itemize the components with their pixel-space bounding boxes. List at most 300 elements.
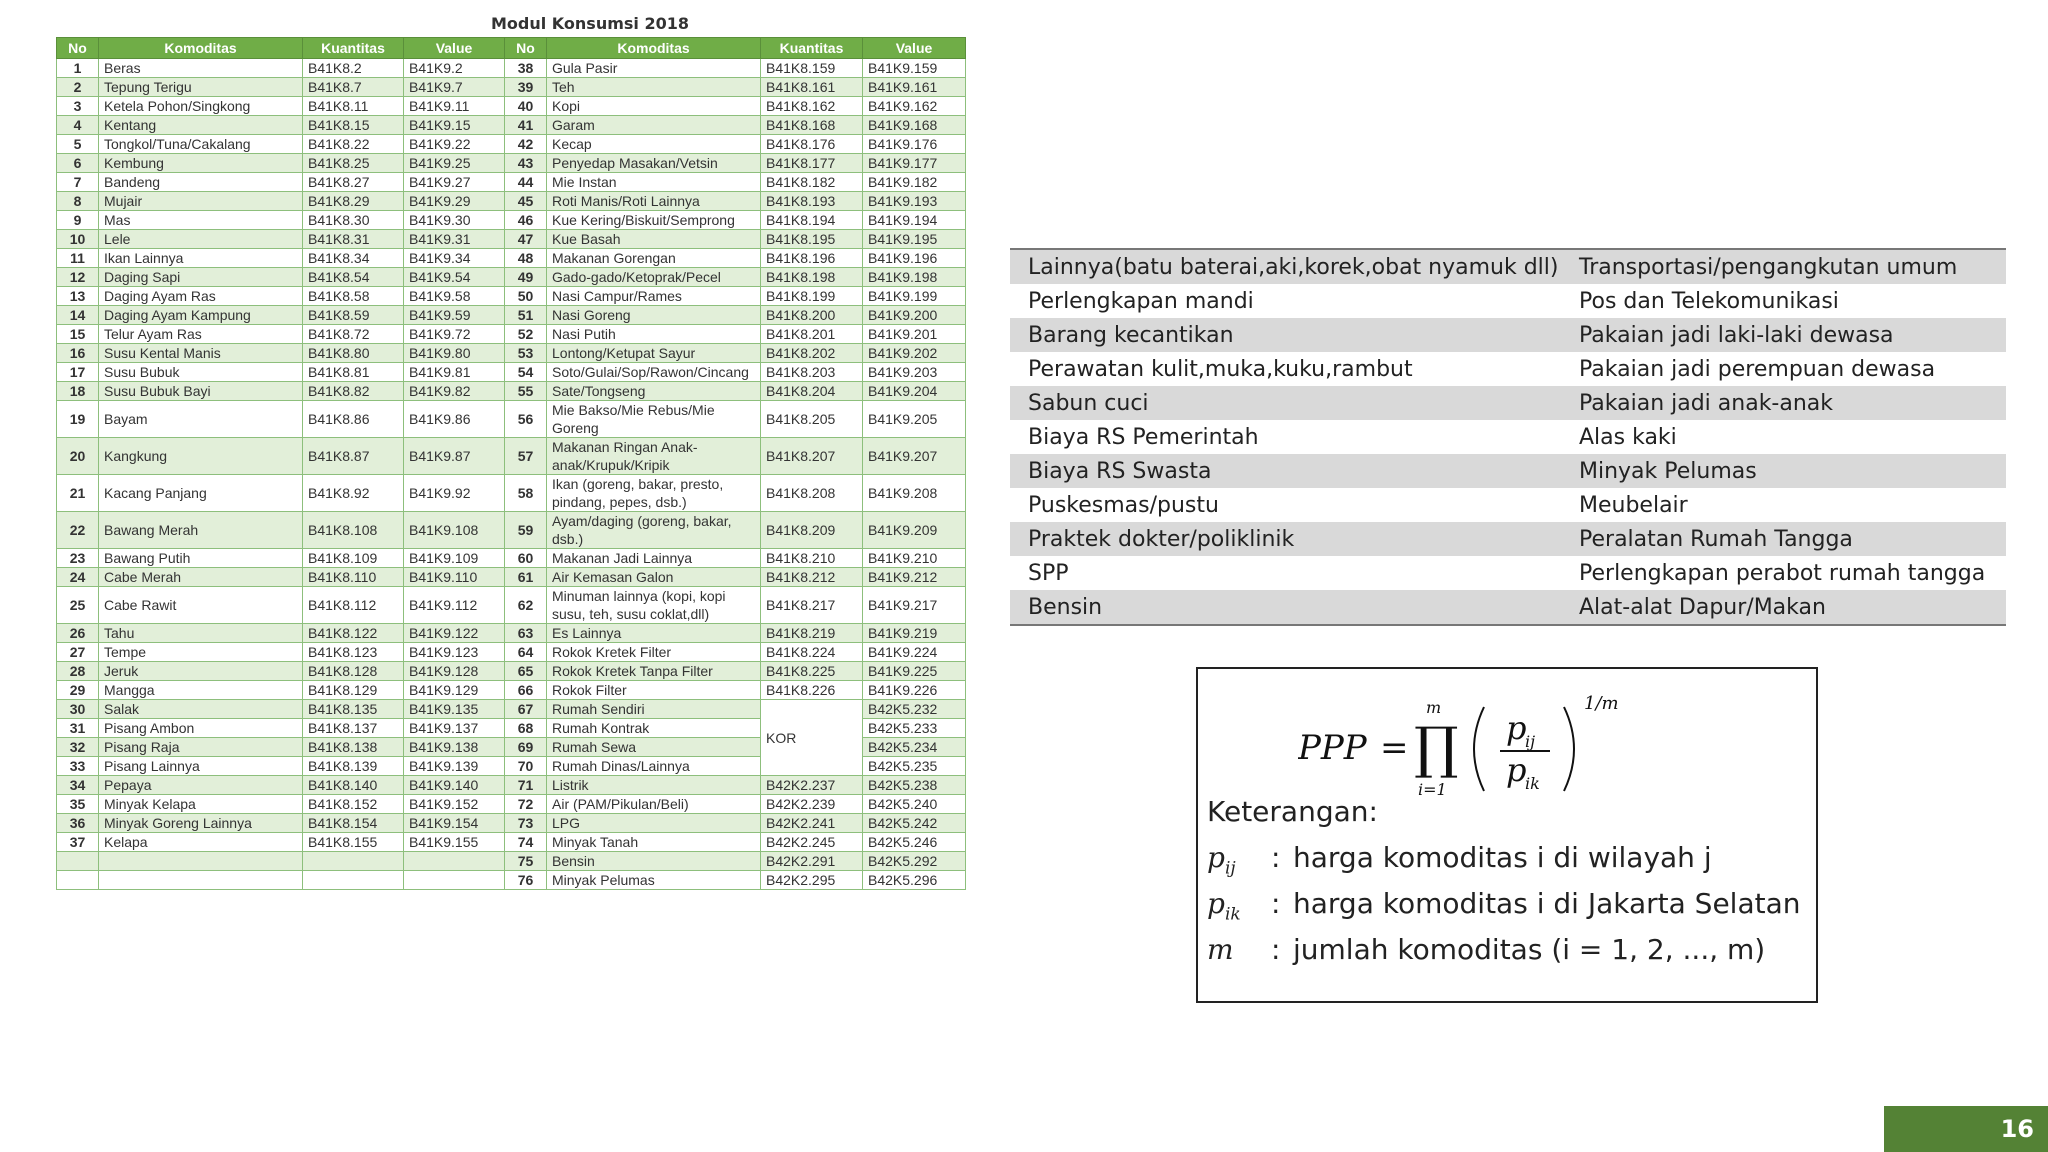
- commodity-name-2: Rumah Sewa: [547, 738, 761, 757]
- commodity-name-2: Makanan Ringan Anak-anak/Krupuk/Kripik: [547, 438, 761, 475]
- value-code-2: B42K5.240: [863, 795, 966, 814]
- commodity-name: Tepung Terigu: [99, 78, 303, 97]
- formula-lhs: PPP: [1298, 728, 1367, 768]
- quantity-code: B41K8.86: [303, 401, 404, 438]
- value-code: B41K9.128: [404, 662, 505, 681]
- value-code: B41K9.80: [404, 344, 505, 363]
- value-code-2: B41K9.205: [863, 401, 966, 438]
- row-no-2: 44: [505, 173, 547, 192]
- value-code-2: B41K9.159: [863, 59, 966, 78]
- denominator-sub: ik: [1525, 774, 1540, 793]
- value-code: B41K9.31: [404, 230, 505, 249]
- right-paren: [1564, 707, 1574, 791]
- row-no-2: 68: [505, 719, 547, 738]
- quantity-code-2: B41K8.201: [761, 325, 863, 344]
- commodity-name-2: Rumah Kontrak: [547, 719, 761, 738]
- row-no-2: 75: [505, 852, 547, 871]
- header-no-2: No: [505, 38, 547, 59]
- table-row: [57, 643, 966, 662]
- quantity-code-2: B41K8.200: [761, 306, 863, 325]
- expenditure-item-list: [1010, 248, 2006, 626]
- row-no: 25: [57, 587, 99, 624]
- value-code: B41K9.129: [404, 681, 505, 700]
- value-code: B41K9.2: [404, 59, 505, 78]
- commodity-name-2: Minuman lainnya (kopi, kopi susu, teh, susu coklat,dll): [547, 587, 761, 624]
- quantity-code-2: B42K2.237: [761, 776, 863, 795]
- value-code: B41K9.140: [404, 776, 505, 795]
- commodity-name-2: Air Kemasan Galon: [547, 568, 761, 587]
- value-code-2: B41K9.225: [863, 662, 966, 681]
- commodity-name: Minyak Goreng Lainnya: [99, 814, 303, 833]
- table-row: [57, 344, 966, 363]
- quantity-code-2: B41K8.212: [761, 568, 863, 587]
- value-code: B41K9.154: [404, 814, 505, 833]
- row-no-2: 56: [505, 401, 547, 438]
- value-code-2: B41K9.224: [863, 643, 966, 662]
- commodity-name-2: LPG: [547, 814, 761, 833]
- value-code-2: B42K5.242: [863, 814, 966, 833]
- commodity-name-2: Bensin: [547, 852, 761, 871]
- row-no: 14: [57, 306, 99, 325]
- legend-row-pij: [1207, 841, 1712, 879]
- list-item-left: Perlengkapan mandi: [1010, 284, 1561, 318]
- list-item-left: Puskesmas/pustu: [1010, 488, 1561, 522]
- commodity-name-2: Makanan Gorengan: [547, 249, 761, 268]
- row-no-2: 70: [505, 757, 547, 776]
- row-no: 22: [57, 512, 99, 549]
- row-no: 30: [57, 700, 99, 719]
- numerator-sub: ij: [1525, 732, 1536, 751]
- list-item-row: [1010, 284, 2006, 318]
- commodity-name: Tempe: [99, 643, 303, 662]
- list-item-left: Bensin: [1010, 590, 1561, 625]
- value-code: B41K9.29: [404, 192, 505, 211]
- quantity-code: B41K8.15: [303, 116, 404, 135]
- commodity-name-2: Air (PAM/Pikulan/Beli): [547, 795, 761, 814]
- row-no-2: 47: [505, 230, 547, 249]
- list-item-right: Alas kaki: [1561, 420, 2006, 454]
- table-row: [57, 512, 966, 549]
- row-no: 26: [57, 624, 99, 643]
- list-item-right: Pakaian jadi perempuan dewasa: [1561, 352, 2006, 386]
- quantity-code-2: B41K8.205: [761, 401, 863, 438]
- quantity-code-2: B41K8.209: [761, 512, 863, 549]
- value-code-2: B41K9.195: [863, 230, 966, 249]
- value-code-2: B41K9.210: [863, 549, 966, 568]
- list-item-right: Pos dan Telekomunikasi: [1561, 284, 2006, 318]
- quantity-code-2: B42K2.239: [761, 795, 863, 814]
- legend-row-pik: [1207, 887, 1801, 925]
- row-no: 21: [57, 475, 99, 512]
- commodity-name: Daging Sapi: [99, 268, 303, 287]
- commodity-name-2: Listrik: [547, 776, 761, 795]
- row-no-2: 57: [505, 438, 547, 475]
- quantity-code-2: B41K8.203: [761, 363, 863, 382]
- list-item-row: [1010, 318, 2006, 352]
- row-no-2: 50: [505, 287, 547, 306]
- quantity-code-2: B41K8.162: [761, 97, 863, 116]
- row-no-2: 62: [505, 587, 547, 624]
- table-caption: Modul Konsumsi 2018: [490, 14, 689, 30]
- value-code: B41K9.30: [404, 211, 505, 230]
- commodity-name: Daging Ayam Kampung: [99, 306, 303, 325]
- value-code: B41K9.11: [404, 97, 505, 116]
- row-no-2: 42: [505, 135, 547, 154]
- quantity-code-2: B41K8.202: [761, 344, 863, 363]
- commodity-table: [56, 37, 966, 890]
- commodity-name-2: Kecap: [547, 135, 761, 154]
- legend-colon: :: [1271, 841, 1281, 874]
- list-item-left: Lainnya(batu baterai,aki,korek,obat nyamuk dll): [1010, 249, 1561, 284]
- quantity-code: B41K8.109: [303, 549, 404, 568]
- row-no-2: 66: [505, 681, 547, 700]
- value-code-2: B41K9.198: [863, 268, 966, 287]
- row-no-2: 52: [505, 325, 547, 344]
- quantity-code-2: B41K8.168: [761, 116, 863, 135]
- table-row: [57, 852, 966, 871]
- quantity-code: B41K8.139: [303, 757, 404, 776]
- value-code-2: B41K9.162: [863, 97, 966, 116]
- commodity-name: Lele: [99, 230, 303, 249]
- list-item-left: Biaya RS Swasta: [1010, 454, 1561, 488]
- commodity-name-2: Mie Bakso/Mie Rebus/Mie Goreng: [547, 401, 761, 438]
- commodity-name: Susu Bubuk Bayi: [99, 382, 303, 401]
- table-row: [57, 268, 966, 287]
- quantity-code-2: B42K2.245: [761, 833, 863, 852]
- value-code: B41K9.58: [404, 287, 505, 306]
- commodity-name: Mangga: [99, 681, 303, 700]
- value-code: B41K9.108: [404, 512, 505, 549]
- row-no-2: 73: [505, 814, 547, 833]
- list-item-right: Pakaian jadi laki-laki dewasa: [1561, 318, 2006, 352]
- list-item-left: Sabun cuci: [1010, 386, 1561, 420]
- quantity-code: B41K8.59: [303, 306, 404, 325]
- row-no: 33: [57, 757, 99, 776]
- commodity-name: Susu Kental Manis: [99, 344, 303, 363]
- commodity-name: Bandeng: [99, 173, 303, 192]
- quantity-code: B41K8.138: [303, 738, 404, 757]
- quantity-code: B41K8.123: [303, 643, 404, 662]
- table-row: [57, 795, 966, 814]
- quantity-code: B41K8.128: [303, 662, 404, 681]
- row-no: 37: [57, 833, 99, 852]
- commodity-name-2: Lontong/Ketupat Sayur: [547, 344, 761, 363]
- formula-exponent: 1/m: [1584, 693, 1619, 714]
- row-no-2: 65: [505, 662, 547, 681]
- list-item-right: Alat-alat Dapur/Makan: [1561, 590, 2006, 625]
- list-item-row: [1010, 352, 2006, 386]
- row-no: 15: [57, 325, 99, 344]
- value-code-2: B41K9.204: [863, 382, 966, 401]
- row-no: 29: [57, 681, 99, 700]
- value-code-2: B41K9.209: [863, 512, 966, 549]
- value-code: B41K9.110: [404, 568, 505, 587]
- commodity-name: Pisang Ambon: [99, 719, 303, 738]
- item-list-body: [1010, 249, 2006, 625]
- list-item-row: [1010, 249, 2006, 284]
- table-row: [57, 568, 966, 587]
- value-code-2: B41K9.217: [863, 587, 966, 624]
- list-item-row: [1010, 522, 2006, 556]
- quantity-code: B41K8.140: [303, 776, 404, 795]
- commodity-name: Kangkung: [99, 438, 303, 475]
- commodity-name: Tahu: [99, 624, 303, 643]
- value-code-2: B41K9.196: [863, 249, 966, 268]
- value-code-2: B41K9.199: [863, 287, 966, 306]
- quantity-code: B41K8.54: [303, 268, 404, 287]
- table-row: [57, 230, 966, 249]
- commodity-name-2: Gado-gado/Ketoprak/Pecel: [547, 268, 761, 287]
- quantity-code-2: B42K2.241: [761, 814, 863, 833]
- row-no-2: 76: [505, 871, 547, 890]
- table-row: [57, 624, 966, 643]
- quantity-code-2: B41K8.196: [761, 249, 863, 268]
- quantity-code-2: B41K8.177: [761, 154, 863, 173]
- table-row: [57, 438, 966, 475]
- table-row: [57, 116, 966, 135]
- quantity-code-2: B41K8.224: [761, 643, 863, 662]
- quantity-code-2: B41K8.161: [761, 78, 863, 97]
- value-code-2: B42K5.246: [863, 833, 966, 852]
- table-row: [57, 475, 966, 512]
- commodity-name-2: Nasi Campur/Rames: [547, 287, 761, 306]
- row-no-2: 71: [505, 776, 547, 795]
- value-code: B41K9.72: [404, 325, 505, 344]
- quantity-code: B41K8.155: [303, 833, 404, 852]
- row-no: 27: [57, 643, 99, 662]
- header-kuantitas-2: Kuantitas: [761, 38, 863, 59]
- row-no: 32: [57, 738, 99, 757]
- header-kuantitas: Kuantitas: [303, 38, 404, 59]
- value-code: B41K9.155: [404, 833, 505, 852]
- table-row: [57, 871, 966, 890]
- commodity-name-2: Rokok Filter: [547, 681, 761, 700]
- value-code-2: B41K9.202: [863, 344, 966, 363]
- legend-symbol-m: m: [1207, 933, 1234, 966]
- header-value-2: Value: [863, 38, 966, 59]
- list-item-row: [1010, 420, 2006, 454]
- quantity-code: [303, 871, 404, 890]
- table-row: [57, 382, 966, 401]
- row-no-2: 48: [505, 249, 547, 268]
- value-code-2: B42K5.235: [863, 757, 966, 776]
- commodity-name-2: Ikan (goreng, bakar, presto, pindang, pepes, dsb.): [547, 475, 761, 512]
- value-code: B41K9.87: [404, 438, 505, 475]
- quantity-code-2: B41K8.219: [761, 624, 863, 643]
- row-no: [57, 852, 99, 871]
- row-no: 10: [57, 230, 99, 249]
- row-no: 3: [57, 97, 99, 116]
- list-item-right: Minyak Pelumas: [1561, 454, 2006, 488]
- value-code: [404, 871, 505, 890]
- quantity-code-2: B41K8.210: [761, 549, 863, 568]
- commodity-name-2: Teh: [547, 78, 761, 97]
- table-row: [57, 59, 966, 78]
- header-value: Value: [404, 38, 505, 59]
- row-no: 7: [57, 173, 99, 192]
- list-item-right: Pakaian jadi anak-anak: [1561, 386, 2006, 420]
- commodity-name-2: Garam: [547, 116, 761, 135]
- table-row: [57, 78, 966, 97]
- value-code: B41K9.112: [404, 587, 505, 624]
- list-item-right: Perlengkapan perabot rumah tangga: [1561, 556, 2006, 590]
- list-item-left: Barang kecantikan: [1010, 318, 1561, 352]
- value-code: B41K9.152: [404, 795, 505, 814]
- commodity-name: Mas: [99, 211, 303, 230]
- quantity-code: B41K8.154: [303, 814, 404, 833]
- row-no-2: 51: [505, 306, 547, 325]
- row-no: 2: [57, 78, 99, 97]
- row-no: 28: [57, 662, 99, 681]
- row-no: 4: [57, 116, 99, 135]
- list-item-left: Praktek dokter/poliklinik: [1010, 522, 1561, 556]
- row-no-2: 69: [505, 738, 547, 757]
- table-row: [57, 401, 966, 438]
- list-item-row: [1010, 454, 2006, 488]
- commodity-name-2: Mie Instan: [547, 173, 761, 192]
- list-item-left: SPP: [1010, 556, 1561, 590]
- table-row: [57, 776, 966, 795]
- row-no-2: 54: [505, 363, 547, 382]
- list-item-row: [1010, 386, 2006, 420]
- ppp-formula: [1298, 687, 1698, 807]
- value-code-2: B41K9.212: [863, 568, 966, 587]
- quantity-code: B41K8.152: [303, 795, 404, 814]
- commodity-name: [99, 852, 303, 871]
- quantity-code-2: B41K8.199: [761, 287, 863, 306]
- quantity-code: B41K8.137: [303, 719, 404, 738]
- quantity-code-2: B41K8.208: [761, 475, 863, 512]
- value-code: B41K9.27: [404, 173, 505, 192]
- quantity-code: B41K8.27: [303, 173, 404, 192]
- legend-colon: :: [1271, 887, 1281, 920]
- table-row: [57, 97, 966, 116]
- quantity-code-2: B41K8.195: [761, 230, 863, 249]
- commodity-name: [99, 871, 303, 890]
- product-lower-limit: i=1: [1418, 780, 1447, 799]
- value-code-2: B41K9.226: [863, 681, 966, 700]
- value-code-2: B42K5.296: [863, 871, 966, 890]
- list-item-right: Peralatan Rumah Tangga: [1561, 522, 2006, 556]
- value-code: B41K9.122: [404, 624, 505, 643]
- commodity-name: Cabe Merah: [99, 568, 303, 587]
- left-paren: [1474, 707, 1484, 791]
- header-komoditas-2: Komoditas: [547, 38, 761, 59]
- quantity-code: B41K8.122: [303, 624, 404, 643]
- commodity-name-2: Rumah Dinas/Lainnya: [547, 757, 761, 776]
- quantity-code: B41K8.22: [303, 135, 404, 154]
- quantity-code-2: B41K8.226: [761, 681, 863, 700]
- value-code-2: B41K9.182: [863, 173, 966, 192]
- commodity-name: Bawang Putih: [99, 549, 303, 568]
- value-code-2: B41K9.207: [863, 438, 966, 475]
- legend-row-m: [1207, 933, 1765, 966]
- commodity-name-2: Rokok Kretek Filter: [547, 643, 761, 662]
- table-row: [57, 363, 966, 382]
- commodity-name-2: Soto/Gulai/Sop/Rawon/Cincang: [547, 363, 761, 382]
- row-no-2: 39: [505, 78, 547, 97]
- row-no: 34: [57, 776, 99, 795]
- commodity-name: Ikan Lainnya: [99, 249, 303, 268]
- quantity-code-2: B41K8.198: [761, 268, 863, 287]
- row-no: [57, 871, 99, 890]
- value-code: B41K9.59: [404, 306, 505, 325]
- commodity-name-2: Nasi Goreng: [547, 306, 761, 325]
- table-row: [57, 154, 966, 173]
- list-item-row: [1010, 590, 2006, 625]
- value-code-2: B41K9.219: [863, 624, 966, 643]
- quantity-code: B41K8.2: [303, 59, 404, 78]
- quantity-code-2: B41K8.159: [761, 59, 863, 78]
- row-no-2: 55: [505, 382, 547, 401]
- commodity-name-2: Roti Manis/Roti Lainnya: [547, 192, 761, 211]
- quantity-code: B41K8.31: [303, 230, 404, 249]
- numerator-p: p: [1506, 709, 1527, 747]
- legend-desc-pij: harga komoditas i di wilayah j: [1293, 841, 1712, 874]
- row-no-2: 43: [505, 154, 547, 173]
- quantity-code: B41K8.112: [303, 587, 404, 624]
- value-code-2: B42K5.232: [863, 700, 966, 719]
- row-no-2: 49: [505, 268, 547, 287]
- list-item-right: Transportasi/pengangkutan umum: [1561, 249, 2006, 284]
- row-no: 9: [57, 211, 99, 230]
- row-no-2: 60: [505, 549, 547, 568]
- row-no-2: 64: [505, 643, 547, 662]
- quantity-code: B41K8.29: [303, 192, 404, 211]
- table-row: [57, 325, 966, 344]
- quantity-code-2: B41K8.194: [761, 211, 863, 230]
- row-no-2: 38: [505, 59, 547, 78]
- quantity-code: B41K8.92: [303, 475, 404, 512]
- quantity-code: B41K8.81: [303, 363, 404, 382]
- quantity-code: B41K8.110: [303, 568, 404, 587]
- value-code: B41K9.82: [404, 382, 505, 401]
- value-code-2: B41K9.194: [863, 211, 966, 230]
- value-code-2: B41K9.168: [863, 116, 966, 135]
- row-no-2: 63: [505, 624, 547, 643]
- value-code: B41K9.135: [404, 700, 505, 719]
- value-code: B41K9.25: [404, 154, 505, 173]
- commodity-name: Salak: [99, 700, 303, 719]
- quantity-code-2: B41K8.182: [761, 173, 863, 192]
- value-code: [404, 852, 505, 871]
- quantity-code-2: B41K8.217: [761, 587, 863, 624]
- commodity-name: Bawang Merah: [99, 512, 303, 549]
- table-row: [57, 135, 966, 154]
- row-no-2: 40: [505, 97, 547, 116]
- table-row: [57, 249, 966, 268]
- commodity-name-2: Es Lainnya: [547, 624, 761, 643]
- row-no: 24: [57, 568, 99, 587]
- legend-desc-pik: harga komoditas i di Jakarta Selatan: [1293, 887, 1801, 920]
- row-no: 31: [57, 719, 99, 738]
- row-no-2: 67: [505, 700, 547, 719]
- commodity-name-2: Kue Kering/Biskuit/Semprong: [547, 211, 761, 230]
- legend-heading: Keterangan:: [1207, 795, 1378, 828]
- commodity-name: Telur Ayam Ras: [99, 325, 303, 344]
- quantity-code: B41K8.135: [303, 700, 404, 719]
- table-row: [57, 587, 966, 624]
- table-row: [57, 833, 966, 852]
- legend-colon: :: [1271, 933, 1281, 966]
- table-row: [57, 700, 966, 719]
- quantity-code-2: B42K2.291: [761, 852, 863, 871]
- row-no-2: 41: [505, 116, 547, 135]
- quantity-code-2: B41K8.207: [761, 438, 863, 475]
- quantity-code-2: B41K8.225: [761, 662, 863, 681]
- value-code-2: B42K5.234: [863, 738, 966, 757]
- value-code-2: B41K9.208: [863, 475, 966, 512]
